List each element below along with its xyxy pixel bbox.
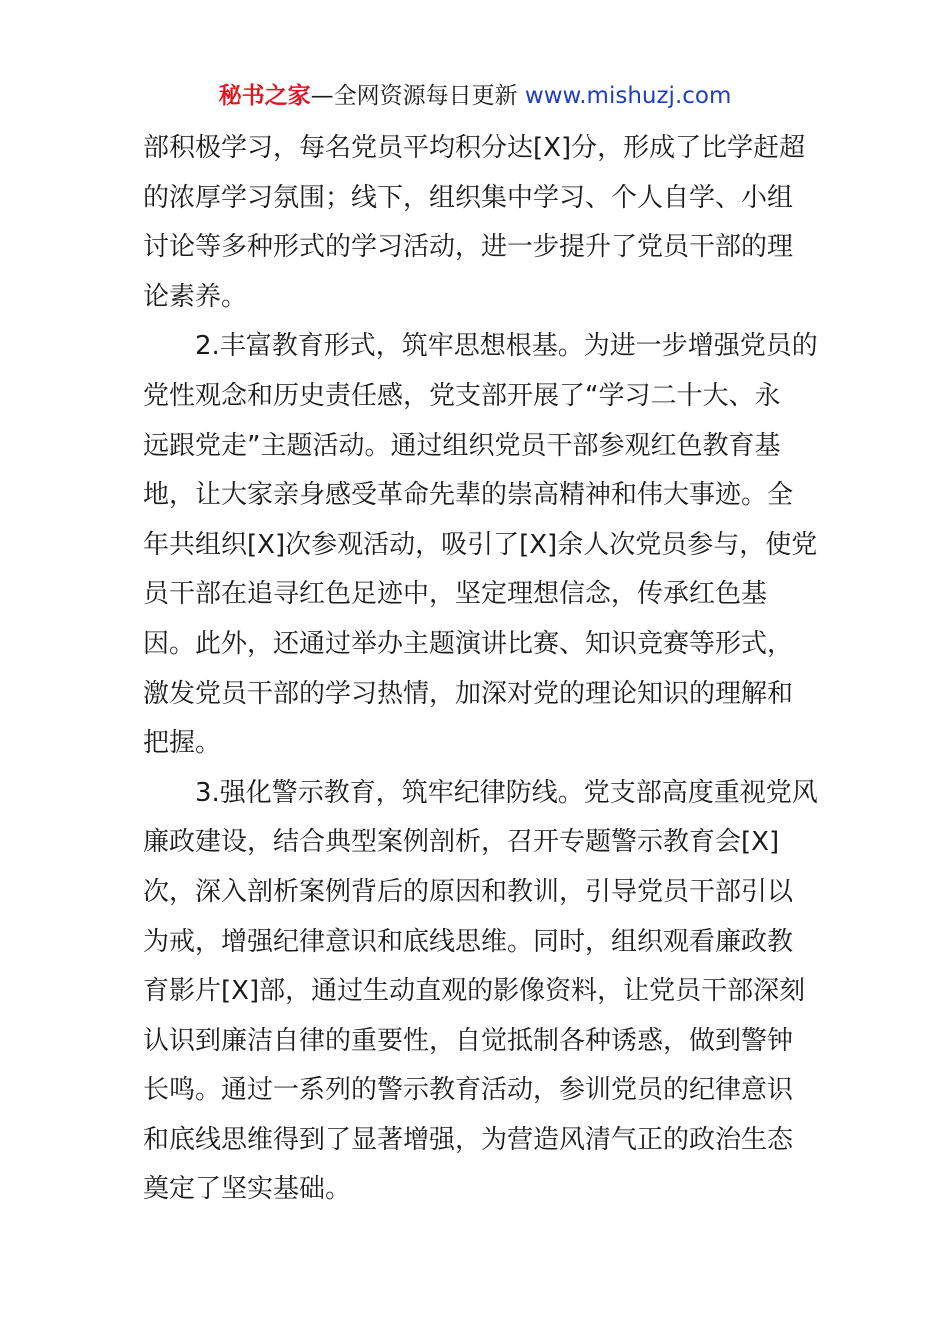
paragraph-first-line: 3.强化警示教育，筑牢纪律防线。党支部高度重视党风	[195, 777, 818, 808]
text-line: 次，深入剖析案例背后的原因和教训，引导党员干部引以	[143, 876, 794, 907]
brand-name: 秘书之家	[218, 83, 311, 109]
site-url[interactable]: www.mishuzj.com	[524, 83, 732, 109]
text-line: 和底线思维得到了显著增强，为营造风清气正的政治生态	[143, 1124, 794, 1155]
text-line: 因。此外，还通过举办主题演讲比赛、知识竞赛等形式，	[143, 628, 794, 659]
text-line: 廉政建设，结合典型案例剖析，召开专题警示教育会[X]	[143, 827, 780, 858]
text-line: 激发党员干部的学习热情，加深对党的理论知识的理解和	[143, 678, 794, 709]
text-line: 远跟党走”主题活动。通过组织党员干部参观红色教育基	[143, 430, 781, 461]
text-line: 的浓厚学习氛围；线下，组织集中学习、个人自学、小组	[143, 182, 794, 213]
text-line: 奠定了坚实基础。	[143, 1174, 352, 1205]
site-header	[0, 80, 950, 112]
paragraph-first-line: 2.丰富教育形式，筑牢思想根基。为进一步增强党员的	[195, 331, 818, 362]
text-line: 员干部在追寻红色足迹中，坚定理想信念，传承红色基	[143, 579, 768, 610]
text-line: 党性观念和历史责任感，党支部开展了“学习二十大、永	[143, 380, 781, 411]
text-line: 论素养。	[143, 281, 248, 312]
text-line: 为戒，增强纪律意识和底线思维。同时，组织观看廉政教	[143, 926, 794, 957]
text-line: 把握。	[143, 728, 222, 759]
text-line: 年共组织[X]次参观活动，吸引了[X]余人次党员参与，使党	[143, 529, 818, 560]
text-line: 认识到廉洁自律的重要性，自觉抵制各种诱惑，做到警钟	[143, 1025, 794, 1056]
text-line: 讨论等多种形式的学习活动，进一步提升了党员干部的理	[143, 232, 794, 263]
text-line: 地，让大家亲身感受革命先辈的崇高精神和伟大事迹。全	[143, 480, 794, 511]
header-tagline: —全网资源每日更新	[310, 83, 518, 109]
text-line: 育影片[X]部，通过生动直观的影像资料，让党员干部深刻	[143, 976, 806, 1007]
text-line: 部积极学习，每名党员平均积分达[X]分，形成了比学赶超	[143, 133, 806, 163]
document-body	[143, 124, 818, 1215]
text-line: 长鸣。通过一系列的警示教育活动，参训党员的纪律意识	[143, 1075, 794, 1106]
